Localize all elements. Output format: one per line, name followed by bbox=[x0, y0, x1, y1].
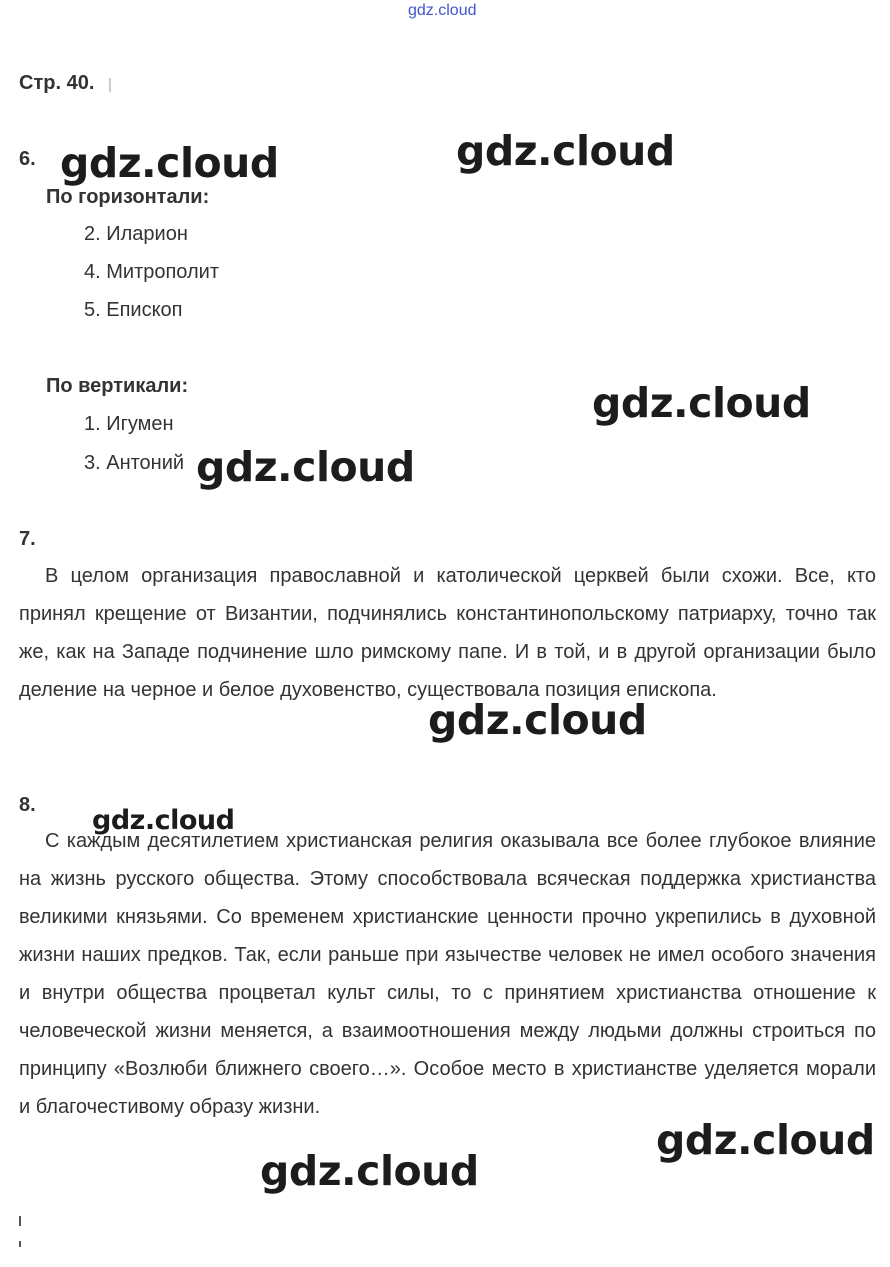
list-item: 1. Игумен bbox=[84, 413, 174, 435]
page-reference: Стр. 40. bbox=[19, 72, 95, 94]
scan-artifact bbox=[19, 1216, 21, 1226]
watermark: gdz.cloud bbox=[656, 1116, 875, 1164]
watermark: gdz.cloud bbox=[60, 139, 279, 187]
list-item: 2. Иларион bbox=[84, 223, 188, 245]
site-link[interactable]: gdz.cloud bbox=[408, 2, 477, 19]
list-item: 4. Митрополит bbox=[84, 261, 219, 283]
watermark: gdz.cloud bbox=[92, 805, 235, 836]
list-item: 3. Антоний bbox=[84, 452, 185, 474]
watermark: gdz.cloud bbox=[592, 379, 811, 427]
watermark: gdz.cloud bbox=[428, 696, 647, 744]
vertical-heading: По вертикали: bbox=[46, 375, 189, 397]
task-8-answer: С каждым десятилетием христианская религия оказывала все более глубокое влияние на жизнь русского общества. Этому способствовала всяческая поддержка христианства великими князьями. Со временем христианские ценности прочно укрепились в духовной жизни наших предков. Так, если раньше при язычестве человек не имел особого значения и внутри общества процветал культ силы, то с принятием христианства отношение к человеческой жизни меняется, а взаимоотношения между людьми должны строиться по принципу «Возлюби ближнего своего…». Особое место в христианстве уделяется морали и благочестивому образу жизни. bbox=[19, 830, 876, 1118]
task-number-7: 7. bbox=[19, 528, 36, 550]
list-item: 5. Епископ bbox=[84, 299, 183, 321]
task-number-6: 6. bbox=[19, 148, 36, 170]
horizontal-heading: По горизонтали: bbox=[46, 186, 210, 208]
watermark: gdz.cloud bbox=[196, 443, 415, 491]
task-number-8: 8. bbox=[19, 794, 36, 816]
task-7-answer: В целом организация православной и католической церквей были схожи. Все, кто принял крещение от Византии, подчинялись константинопольскому патриарху, точно так же, как на Западе подчинение шло римскому папе. И в той, и в другой организации было деление на черное и белое духовенство, существовала позиция епископа. bbox=[19, 565, 876, 701]
watermark: gdz.cloud bbox=[260, 1147, 479, 1195]
scan-artifact bbox=[109, 78, 111, 92]
scan-artifact bbox=[19, 1241, 21, 1247]
watermark: gdz.cloud bbox=[456, 127, 675, 175]
